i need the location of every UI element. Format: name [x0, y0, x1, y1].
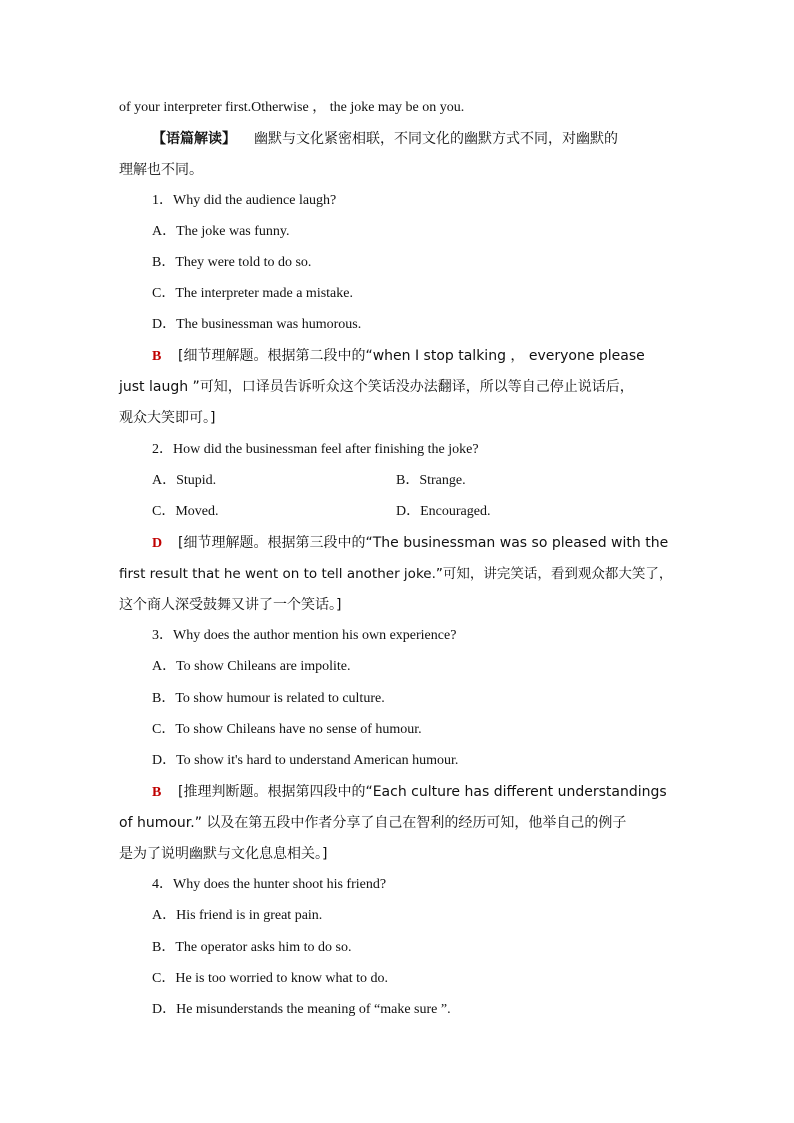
question-1-option-c: C．The interpreter made a mistake.	[152, 286, 353, 301]
question-3-option-a: A．To show Chileans are impolite.	[152, 659, 351, 674]
question-2-explanation	[152, 534, 674, 553]
question-4-option-d: D．He misunderstands the meaning of “make sure ”.	[152, 1002, 451, 1017]
question-1-explanation-cont: just laugh ”可知，口译员告诉听众这个笑话没办法翻译，所以等自己停止说话后，	[119, 379, 634, 395]
reading-analysis-tag: 【语篇解读】	[152, 131, 236, 147]
question-1-explanation	[152, 347, 674, 366]
question-3-explanation	[152, 783, 674, 802]
question-2-explanation-end: 这个商人深受鼓舞又讲了一个笑话。]	[119, 597, 342, 613]
question-2-stem: 2．How did the businessman feel after finishing the joke?	[152, 442, 479, 457]
question-3-explanation-text: [推理判断题。根据第四段中的“Each culture has different understandings	[178, 784, 667, 800]
question-1-option-b: B．They were told to do so.	[152, 255, 312, 270]
question-2-option-b: B．Strange.	[396, 473, 466, 488]
question-3-option-b: B．To show humour is related to culture.	[152, 691, 385, 706]
question-3-stem: 3．Why does the author mention his own experience?	[152, 628, 457, 643]
question-4-option-a: A．His friend is in great pain.	[152, 908, 323, 923]
question-1-option-a: A．The joke was funny.	[152, 224, 290, 239]
question-3-option-d: D．To show it's hard to understand American humour.	[152, 753, 459, 768]
question-1-explanation-end: 观众大笑即可。]	[119, 410, 216, 426]
question-2-explanation-text: [细节理解题。根据第三段中的“The businessman was so pleased with the	[178, 535, 669, 551]
passage-continuation: of your interpreter first.Otherwise ， the joke may be on you.	[119, 100, 465, 115]
question-4-option-c: C．He is too worried to know what to do.	[152, 971, 389, 986]
question-4-option-b: B．The operator asks him to do so.	[152, 940, 352, 955]
reading-analysis-text-cont: 理解也不同。	[119, 162, 203, 178]
question-3-explanation-end: 是为了说明幽默与文化息息相关。]	[119, 846, 328, 862]
question-3-answer: B	[152, 785, 162, 800]
question-3-option-c: C．To show Chileans have no sense of humour.	[152, 722, 422, 737]
question-2-option-d: D．Encouraged.	[396, 504, 491, 519]
question-1-stem: 1．Why did the audience laugh?	[152, 193, 337, 208]
question-2-option-a: A．Stupid.	[152, 473, 217, 488]
question-4-stem: 4．Why does the hunter shoot his friend?	[152, 877, 387, 892]
question-1-explanation-text: [细节理解题。根据第二段中的“when I stop talking ， everyone please	[178, 348, 645, 364]
reading-analysis-text: 幽默与文化紧密相联，不同文化的幽默方式不同，对幽默的	[254, 131, 618, 147]
question-1-option-d: D．The businessman was humorous.	[152, 317, 362, 332]
question-3-explanation-cont: of humour.” 以及在第五段中作者分享了自己在智利的经历可知，他举自己的例子	[119, 815, 627, 831]
question-2-option-c: C．Moved.	[152, 504, 219, 519]
question-2-answer: D	[152, 536, 163, 551]
question-1-answer: B	[152, 349, 162, 364]
reading-analysis	[152, 130, 618, 149]
question-2-explanation-cont: first result that he went on to tell another joke.”可知，讲完笑话，看到观众都大笑了，	[119, 566, 673, 582]
